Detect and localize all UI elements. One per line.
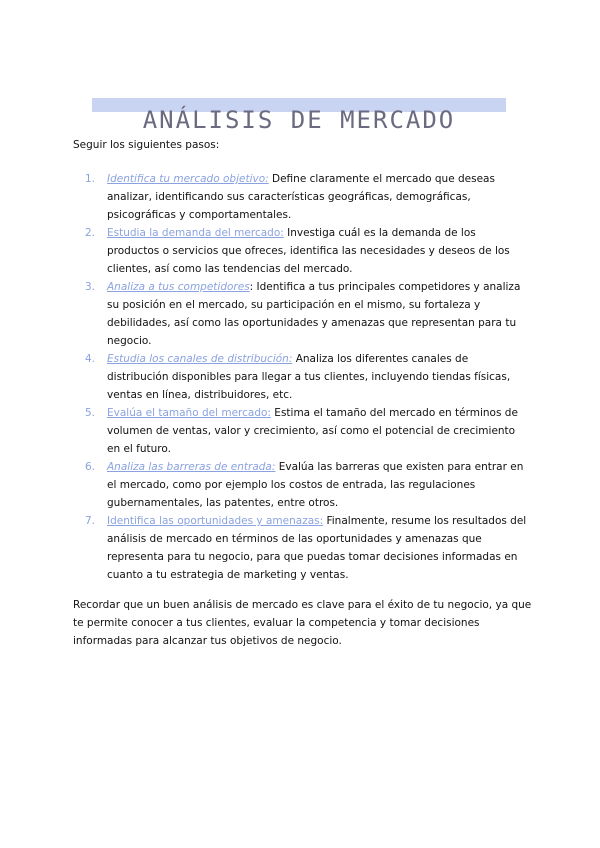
step-number: 6. <box>85 461 96 473</box>
step-number: 1. <box>85 173 96 185</box>
step-label: Analiza las barreras de entrada: <box>107 461 276 473</box>
step-label: Estudia los canales de distribución: <box>107 353 293 365</box>
step-text: : Identifica a tus principales competidores y analiza su posición en el mercado, su participación en el mismo, su fortaleza y debilidades, así como las oportunidades y amenazas que representan para tu negocio. <box>107 281 521 347</box>
step-number: 3. <box>85 281 96 293</box>
list-item <box>85 458 527 512</box>
step-text: Analiza los diferentes canales de distribución disponibles para llegar a tus clientes, incluyendo tiendas físicas, ventas en línea, distribuidores, etc. <box>107 353 511 401</box>
title-block <box>92 90 506 135</box>
intro-text: Seguir los siguientes pasos: <box>73 139 220 151</box>
step-text: Evalúa las barreras que existen para entrar en el mercado, como por ejemplo los costos de entrada, las regulaciones gubernamentales, las patentes, entre otros. <box>107 461 524 509</box>
step-number: 5. <box>85 407 96 419</box>
step-text: Estima el tamaño del mercado en términos de volumen de ventas, valor y crecimiento, así como el potencial de crecimiento en el futuro. <box>107 407 518 455</box>
list-item <box>85 404 527 458</box>
list-item <box>85 224 527 278</box>
steps-list <box>85 170 527 584</box>
step-label: Identifica tu mercado objetivo: <box>107 173 269 185</box>
step-number: 2. <box>85 227 96 239</box>
step-label: Identifica las oportunidades y amenazas: <box>107 515 324 527</box>
step-text: Define claramente el mercado que deseas analizar, identificando sus características geográficas, demográficas, psicográficas y comportamentales. <box>107 173 495 221</box>
list-item <box>85 170 527 224</box>
step-number: 7. <box>85 515 96 527</box>
closing-paragraph: Recordar que un buen análisis de mercado es clave para el éxito de tu negocio, ya que te permite conocer a tus clientes, evaluar la competencia y tomar decisiones informadas para alcanzar tus objetivos de negocio. <box>73 599 532 647</box>
page-title: ANÁLISIS DE MERCADO <box>142 106 456 135</box>
step-label: Evalúa el tamaño del mercado: <box>107 407 271 419</box>
step-number: 4. <box>85 353 96 365</box>
step-label: Estudia la demanda del mercado: <box>107 227 284 239</box>
step-text: Investiga cuál es la demanda de los productos o servicios que ofreces, identifica las necesidades y deseos de los clientes, así como las tendencias del mercado. <box>107 227 510 275</box>
list-item <box>85 278 527 350</box>
step-text: Finalmente, resume los resultados del análisis de mercado en términos de las oportunidades y amenazas que representa para tu negocio, para que puedas tomar decisiones informadas en cuanto a tu estrategia de marketing y ventas. <box>107 515 527 581</box>
list-item <box>85 512 527 584</box>
step-label: Analiza a tus competidores <box>107 281 250 293</box>
list-item <box>85 350 527 404</box>
